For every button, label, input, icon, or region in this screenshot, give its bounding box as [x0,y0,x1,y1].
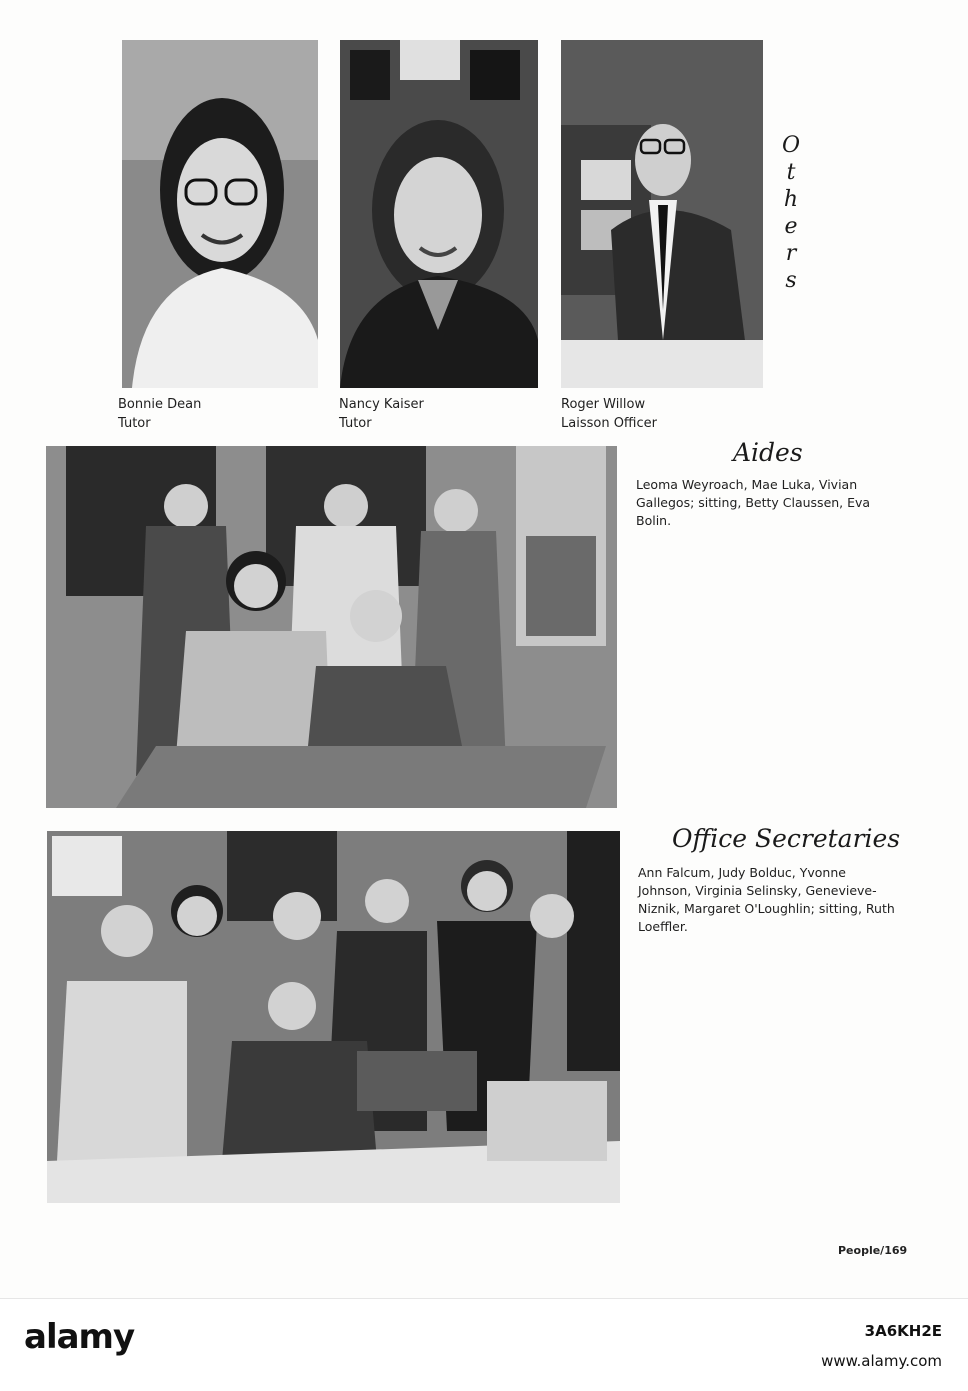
caption-bonnie-dean [118,395,201,433]
others-letter: O [781,133,801,158]
portrait-name: Bonnie Dean [118,397,202,412]
photo-secretaries-group [47,831,620,1203]
others-letter: s [785,268,797,293]
watermark-bar [0,1298,968,1391]
photo-aides-group [46,446,617,808]
portrait-photo-icon [561,40,763,388]
portrait-photo-icon [122,40,318,388]
photo-bonnie-dean [122,40,318,388]
portrait-role: Tutor [339,416,372,431]
others-title [779,132,803,294]
portrait-photo-icon [340,40,538,388]
others-letter: e [784,214,798,239]
caption-nancy-kaiser [339,395,424,433]
portrait-role: Tutor [118,416,151,431]
watermark-logo: alamy [24,1317,135,1357]
others-letter: r [785,241,797,266]
photo-nancy-kaiser [340,40,538,388]
caption-roger-willow [561,395,657,433]
portrait-name: Roger Willow [561,397,646,412]
group-photo-icon [46,446,617,808]
aides-title: Aides [733,438,803,467]
others-letter: h [783,187,799,212]
watermark-image-id: 3A6KH2E [864,1322,942,1340]
secretaries-title: Office Secretaries [672,824,901,853]
others-letter: t [786,160,796,185]
group-photo-icon [47,831,620,1203]
portrait-role: Laisson Officer [561,416,657,431]
secretaries-names: Ann Falcum, Judy Bolduc, Yvonne Johnson, Virginia Selinsky, Genevieve-Niznik, Margaret O'Loughlin; sitting, Ruth Loeffler. [638,865,895,934]
watermark-url: www.alamy.com [821,1352,942,1370]
page-number: People/169 [838,1244,908,1257]
aides-names: Leoma Weyroach, Mae Luka, Vivian Gallegos; sitting, Betty Claussen, Eva Bolin. [636,477,871,528]
photo-roger-willow [561,40,763,388]
portrait-name: Nancy Kaiser [339,397,424,412]
